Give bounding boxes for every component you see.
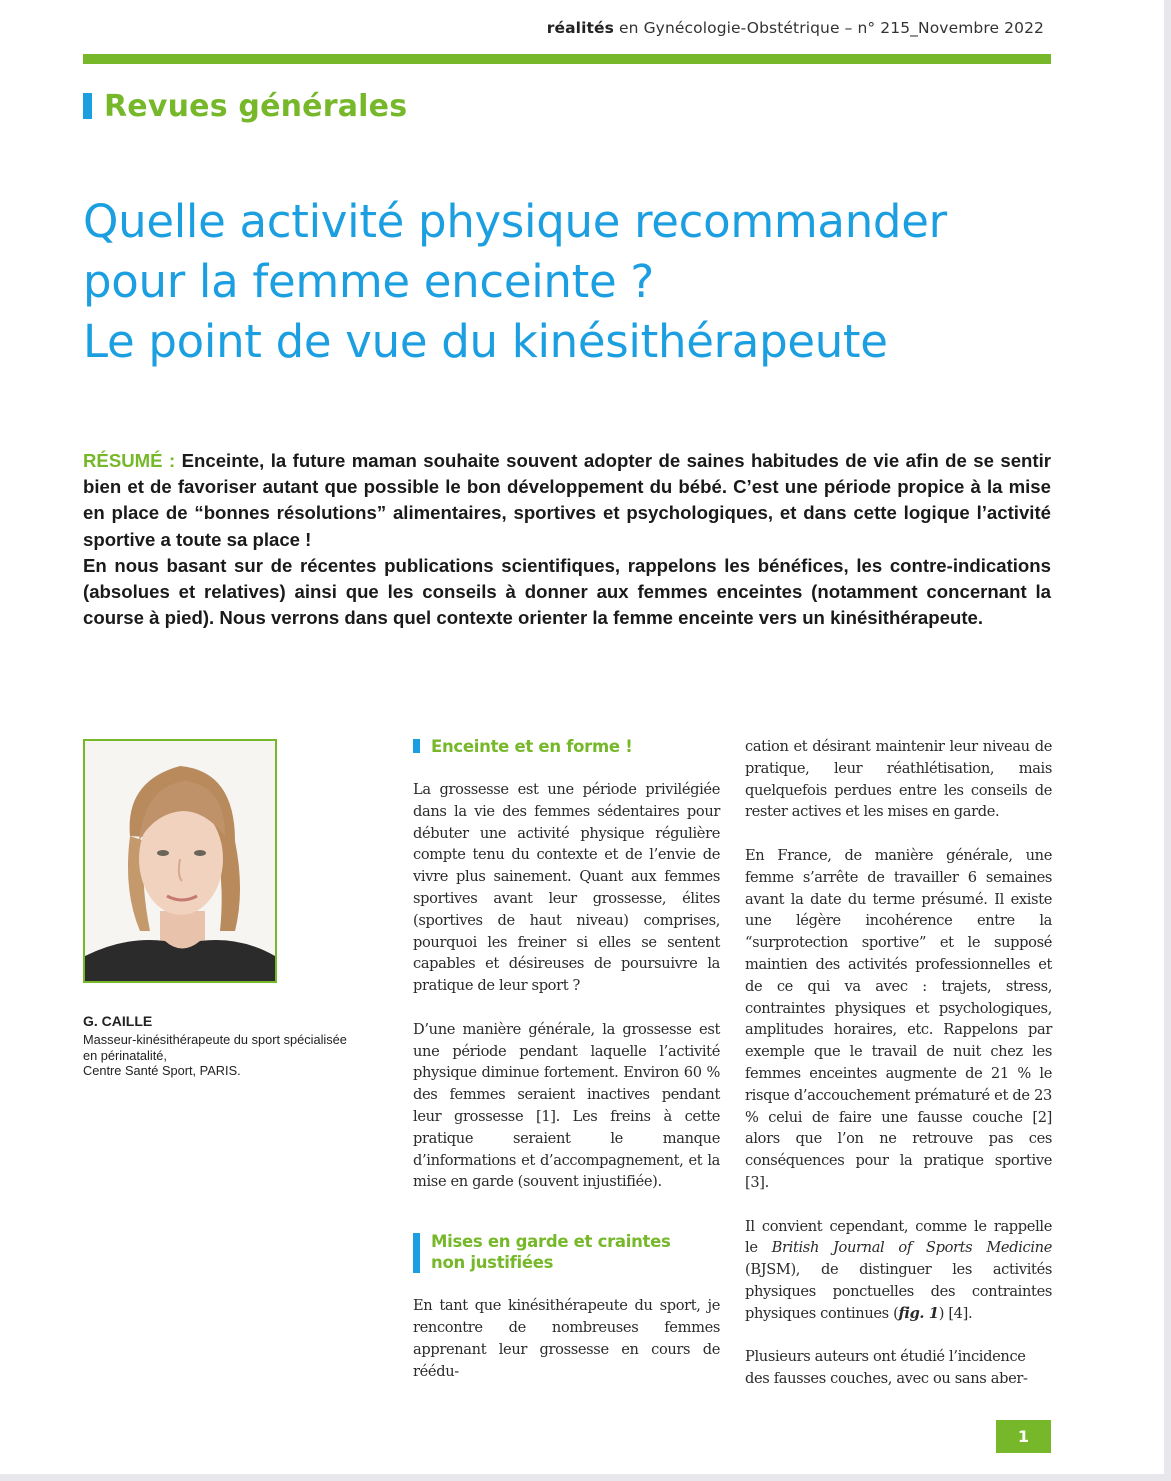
- author-affiliation: [83, 1032, 383, 1079]
- figure-reference[interactable]: fig. 1: [898, 1304, 939, 1322]
- author-info: [83, 1013, 383, 1079]
- section-heading: [413, 736, 720, 757]
- abstract-paragraph: Enceinte, la future maman souhaite souvent adopter de saines habitudes de vie afin de se sentir bien et de favoriser autant que possible le bon développement du bébé. C’est une période propice à la mise en place de “bonnes résolutions” alimentaires, sportives et psychologiques, et dans cette logique l’activité sportive a toute sa place !: [83, 450, 1051, 550]
- heading-line: non justifiées: [431, 1253, 554, 1273]
- body-paragraph: En France, de manière générale, une femme s’arrête de travailler 6 semaines avant la date du terme présumé. Il existe une légère incohérence entre la “surprotection sportive” et le supposé maintien des activités professionnelles et de ce qui va avec : trajets, stress, contraintes physiques et psychologiques, amplitudes horaires, etc. Rappelons par exemple que le travail de nuit chez les femmes enceintes augmente de 21 % le risque d’accouchement prématuré et de 23 % celui de faire une fausse couche [2] alors que l’on ne retrouve pas ces conséquences pour la pratique sportive [3].: [745, 846, 1052, 1191]
- title-line: pour la femme enceinte ?: [83, 255, 654, 308]
- body-column-2: [745, 736, 1052, 1412]
- author-photo: [83, 739, 277, 983]
- body-paragraph: La grossesse est une période privilégiée dans la vie des femmes sédentaires pour débuter une activité physique régulière compte tenu du contexte et de l’envie de vivre plus sainement. Quant aux femmes sportives avant leur grossesse, élites (sportives de haut niveau) comprises, pourquoi les freiner si elles se sentent capables et désireuses de poursuivre la pratique de leur sport ?: [413, 781, 720, 995]
- title-line: Quelle activité physique recommander: [83, 195, 947, 248]
- abstract: [83, 448, 1051, 631]
- body-paragraph: cation et désirant maintenir leur niveau de pratique, leur réathlétisation, mais quelquefois perdues entre les conseils de rester actives et les mises en garde.: [745, 738, 1052, 821]
- rubric-label: Revues générales: [104, 88, 408, 124]
- section-heading-text: [431, 1231, 671, 1273]
- rubric-marker: [83, 93, 92, 119]
- heading-line: Mises en garde et craintes: [431, 1232, 671, 1252]
- section-heading-text: Enceinte et en forme !: [431, 737, 633, 756]
- body-paragraph: [745, 1216, 1052, 1325]
- journal-name: réalités: [546, 19, 614, 37]
- body-paragraph: En tant que kinésithérapeute du sport, je rencontre de nombreuses femmes apprenant leur grossesse en cours de réédu-: [413, 1297, 720, 1380]
- body-paragraph: D’une manière générale, la grossesse est une période pendant laquelle l’activité physique diminue fortement. Environ 60 % des femmes seraient inactives pendant leur grossesse [1]. Les freins à cette pratique seraient le manque d’informations et d’accompagnement, et la mise en garde (souvent injustifiée).: [413, 1020, 720, 1191]
- article-title: [83, 192, 1073, 372]
- section-heading: [413, 1231, 720, 1273]
- affiliation-line: en périnatalité,: [83, 1047, 167, 1063]
- text-run: Il convient cependant, comme le rappelle le: [745, 1217, 1052, 1257]
- abstract-label: RÉSUMÉ :: [83, 450, 176, 471]
- issue-info: en Gynécologie-Obstétrique – n° 215_Novembre 2022: [613, 19, 1044, 37]
- section-rubric: [83, 86, 407, 126]
- title-line: Le point de vue du kinésithérapeute: [83, 315, 888, 368]
- body-column-1: [413, 736, 720, 1404]
- affiliation-line: Centre Santé Sport, PARIS.: [83, 1063, 241, 1078]
- heading-marker: [413, 739, 420, 753]
- body-paragraph: Plusieurs auteurs ont étudié l’incidence des fausses couches, avec ou sans aber-: [745, 1348, 1028, 1388]
- header-rule: [83, 54, 1051, 64]
- text-run: ) [4].: [938, 1304, 973, 1322]
- journal-citation: British Journal of Sports Medicine: [771, 1239, 1052, 1257]
- author-name: G. CAILLE: [83, 1013, 153, 1029]
- page-number: 1: [996, 1420, 1051, 1453]
- running-header: [547, 19, 1044, 37]
- affiliation-line: Masseur-kinésithérapeute du sport spécialisée: [83, 1032, 347, 1047]
- abstract-paragraph: En nous basant sur de récentes publications scientifiques, rappelons les bénéfices, les contre-indications (absolues et relatives) ainsi que les conseils à donner aux femmes enceintes (notamment concernant la course à pied). Nous verrons dans quel contexte orienter la femme enceinte vers un kinésithérapeute.: [83, 554, 1051, 629]
- heading-marker: [413, 1233, 420, 1273]
- portrait-image: [85, 741, 275, 981]
- text-run: (BJSM), de distinguer les activités physiques ponctuelles des contraintes physiques continues (: [745, 1261, 1052, 1322]
